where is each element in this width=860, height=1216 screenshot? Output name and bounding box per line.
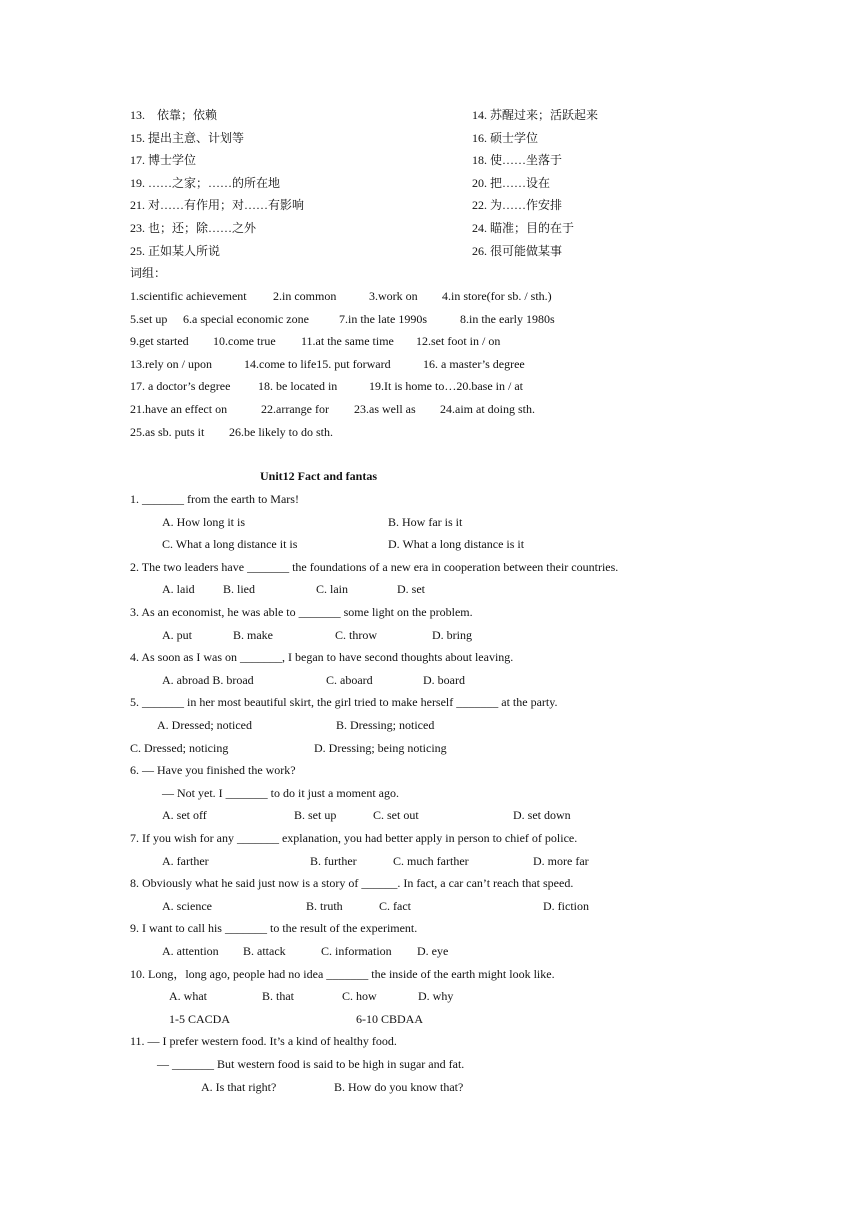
question-stem: 2. The two leaders have _______ the foundations of a new era in cooperation between their countries. xyxy=(130,559,619,574)
question-option: C. how xyxy=(342,989,377,1004)
question-option: C. throw xyxy=(335,627,377,642)
question-option: B. further xyxy=(310,853,357,868)
phrase-item: 4.in store(for sb. / sth.) xyxy=(442,289,552,303)
question-option: D. fiction xyxy=(543,898,589,913)
phrase-item: 25.as sb. puts it xyxy=(130,424,205,439)
answer-key: 1-5 CACDA xyxy=(169,1011,231,1026)
question-option: C. information xyxy=(321,944,392,958)
question-option: A. attention xyxy=(162,944,219,958)
vocab-item-left: 25. 正如某人所说 xyxy=(130,243,221,258)
vocab-item-right: 16. 硕士学位 xyxy=(472,130,539,145)
question-option: B. set up xyxy=(294,808,337,823)
vocab-item-left: 13. 依靠；依赖 xyxy=(130,108,218,122)
vocab-item-left: 23. 也；还；除……之外 xyxy=(130,221,257,235)
question-option: C. What a long distance it is xyxy=(162,537,298,552)
question-option: D. Dressing; being noticing xyxy=(314,740,447,755)
question-option: B. make xyxy=(233,627,273,642)
question-option: B. truth xyxy=(306,898,343,913)
phrase-item: 9.get started xyxy=(130,334,189,349)
question-option: D. set down xyxy=(513,808,571,823)
vocab-item-right: 22. 为……作安排 xyxy=(472,198,563,213)
question-option: C. set out xyxy=(373,808,419,823)
vocab-item-left: 15. 提出主意、计划等 xyxy=(130,130,245,145)
phrase-item: 18. be located in xyxy=(258,379,338,394)
phrases-heading: 词组： xyxy=(130,266,167,280)
answer-key: 6-10 CBDAA xyxy=(356,1011,424,1026)
phrase-item: 17. a doctor’s degree xyxy=(130,379,231,394)
phrase-item: 10.come true xyxy=(213,334,276,349)
vocab-item-left: 17. 博士学位 xyxy=(130,153,197,168)
question-option: A. Is that right? xyxy=(201,1079,277,1094)
question-sub-line: — _______ But western food is said to be high in sugar and fat. xyxy=(157,1057,465,1071)
question-option: A. farther xyxy=(162,853,209,868)
question-option: C. fact xyxy=(379,898,411,913)
question-option: C. Dressed; noticing xyxy=(130,740,229,755)
question-option: A. put xyxy=(162,627,192,642)
question-option: B. How do you know that? xyxy=(334,1079,464,1094)
phrase-item: 23.as well as xyxy=(354,402,416,416)
question-option: D. What a long distance is it xyxy=(388,537,525,552)
phrase-item: 22.arrange for xyxy=(261,402,329,416)
question-option: B. How far is it xyxy=(388,514,463,529)
question-stem: 6. — Have you finished the work? xyxy=(130,763,296,778)
question-stem: 3. As an economist, he was able to _______ some light on the problem. xyxy=(130,605,473,619)
question-option: A. abroad B. broad xyxy=(162,672,254,687)
question-option: D. why xyxy=(418,989,454,1004)
question-option: A. set off xyxy=(162,808,207,823)
vocab-item-right: 24. 瞄准；目的在于 xyxy=(472,221,575,235)
phrase-item: 1.scientific achievement xyxy=(130,289,247,303)
phrase-item: 8.in the early 1980s xyxy=(460,311,555,326)
phrase-item: 16. a master’s degree xyxy=(423,356,525,371)
phrase-item: 26.be likely to do sth. xyxy=(229,424,333,439)
question-option: B. lied xyxy=(223,582,255,597)
unit-title: Unit12 Fact and fantas xyxy=(260,469,378,483)
vocab-item-left: 21. 对……有作用；对……有影响 xyxy=(130,198,305,213)
question-stem: 11. — I prefer western food. It’s a kind of healthy food. xyxy=(130,1034,397,1049)
question-option: A. Dressed; noticed xyxy=(157,718,252,732)
question-option: A. laid xyxy=(162,582,195,597)
phrase-item: 12.set foot in / on xyxy=(416,334,501,349)
question-option: A. How long it is xyxy=(162,514,246,529)
question-option: B. attack xyxy=(243,944,286,958)
question-option: C. much farther xyxy=(393,853,469,868)
question-option: D. board xyxy=(423,672,465,687)
question-option: A. science xyxy=(162,898,212,913)
question-stem: 10. Long，long ago, people had no idea _______ the inside of the earth might look like. xyxy=(130,966,555,981)
question-option: D. bring xyxy=(432,627,472,642)
vocab-item-right: 20. 把……设在 xyxy=(472,175,551,190)
question-stem: 1. _______ from the earth to Mars! xyxy=(130,492,299,506)
vocab-item-right: 26. 很可能做某事 xyxy=(472,243,563,258)
question-option: A. what xyxy=(169,989,207,1004)
phrase-item: 3.work on xyxy=(369,289,418,303)
phrase-item: 13.rely on / upon xyxy=(130,356,212,371)
question-option: B. Dressing; noticed xyxy=(336,718,435,732)
phrase-item: 2.in common xyxy=(273,289,337,303)
question-option: C. lain xyxy=(316,582,348,597)
vocab-item-right: 18. 使……坐落于 xyxy=(472,153,563,168)
question-stem: 9. I want to call his _______ to the result of the experiment. xyxy=(130,921,418,936)
phrase-item: 21.have an effect on xyxy=(130,402,228,416)
question-stem: 8. Obviously what he said just now is a story of ______. In fact, a car can’t reach that speed. xyxy=(130,876,574,891)
question-stem: 4. As soon as I was on _______, I began to have second thoughts about leaving. xyxy=(130,650,514,665)
question-sub-line: — Not yet. I _______ to do it just a moment ago. xyxy=(162,785,399,800)
phrase-item: 6.a special economic zone xyxy=(183,311,309,326)
phrase-item: 11.at the same time xyxy=(301,334,394,349)
question-option: D. set xyxy=(397,582,425,597)
question-option: D. eye xyxy=(417,944,449,958)
phrase-item: 14.come to life15. put forward xyxy=(244,356,391,371)
phrase-item: 7.in the late 1990s xyxy=(339,311,427,326)
phrase-item: 19.It is home to…20.base in / at xyxy=(369,379,523,394)
question-stem: 5. _______ in her most beautiful skirt, the girl tried to make herself _______ at the party. xyxy=(130,695,558,710)
vocab-item-right: 14. 苏醒过来；活跃起来 xyxy=(472,108,599,122)
vocab-item-left: 19. ……之家；……的所在地 xyxy=(130,175,281,190)
question-option: C. aboard xyxy=(326,672,373,687)
question-stem: 7. If you wish for any _______ explanation, you had better apply in person to chief of police. xyxy=(130,831,578,845)
question-option: B. that xyxy=(262,989,294,1004)
phrase-item: 24.aim at doing sth. xyxy=(440,402,535,416)
phrase-item: 5.set up xyxy=(130,311,168,326)
question-option: D. more far xyxy=(533,853,589,868)
